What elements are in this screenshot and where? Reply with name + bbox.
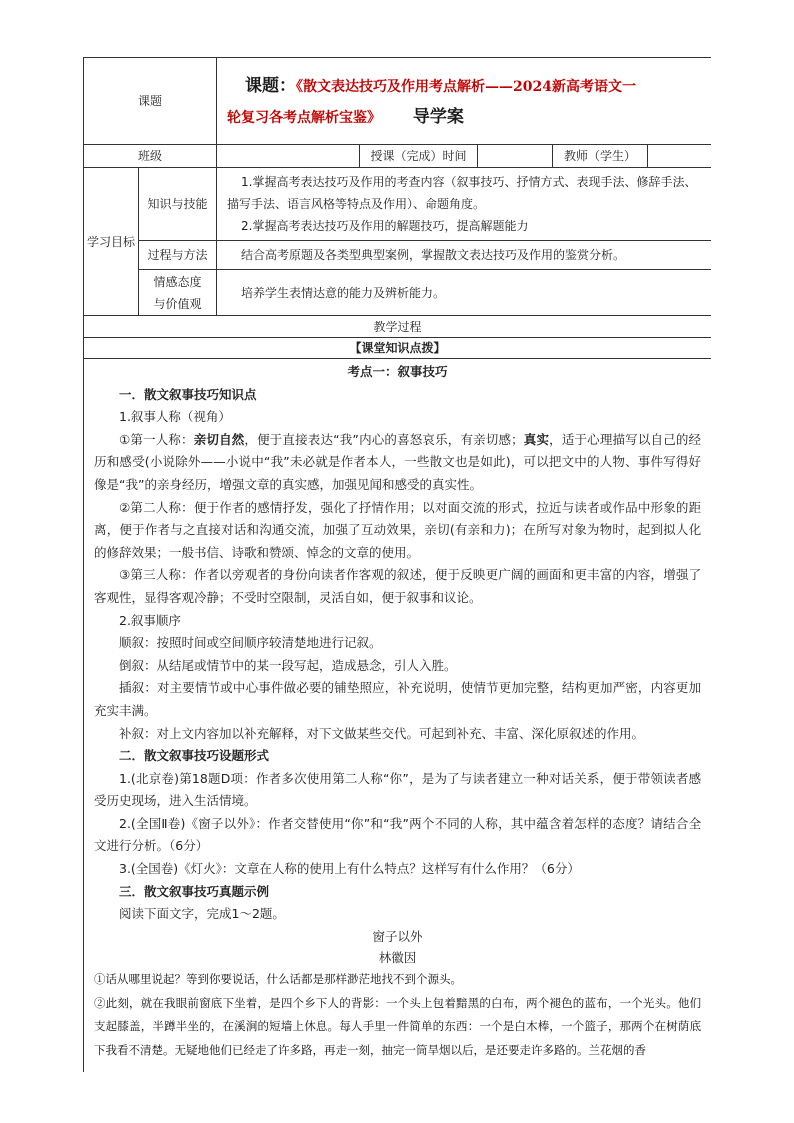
time-value-cell[interactable] <box>478 145 553 168</box>
goal-line: 描写手法、语言风格等特点及作用）、命题角度。 <box>227 197 486 211</box>
title-suffix: 导学案 <box>412 107 464 127</box>
goal-label-cell <box>139 241 217 270</box>
goal-label-cell <box>139 270 217 316</box>
lesson-plan-sheet <box>83 57 711 1072</box>
title-red-line-2: 轮复习各考点解析宝鉴》 <box>227 110 382 126</box>
paragraph-third-person: ③第三人称：作者以旁观者的身份向读者作客观的叙述，便于反映更广阔的画面和更丰富的内容，增强了客观性，显得客观冷静；不受时空限制，灵活自如，便于叙事和议论。 <box>94 567 702 605</box>
goals-section-label: 学习目标 <box>86 234 135 249</box>
process-subheading: 【课堂知识点拨】 <box>349 341 446 355</box>
time-label: 授课（完成）时间 <box>370 149 467 163</box>
essay-paragraph: ②此刻，就在我眼前窗底下坐着，是四个乡下人的背影：一个头上包着黯黑的白布，两个褪色的蓝布，一个光头。他们支起膝盖，半蹲半坐的，在溪涧的短墙上休息。每人手里一件简单的东西：一个是白木棒，一个篮子，那两个在树荫底下我看不清楚。无疑地他们已经走了许多路，再走一刻，抽完一筒旱烟以后，是还要走许多路的。兰花烟的香 <box>94 995 702 1057</box>
goal-knowledge-cell <box>217 168 711 241</box>
fp-a: ①第一人称： <box>119 431 194 447</box>
section-title-2: 二．散文叙事技巧设题形式 <box>119 748 270 764</box>
goals-section-cell <box>84 168 139 316</box>
question-item: 3.(全国卷)《灯火》：文章在人称的使用上有什么特点？这样写有什么作用？（6分） <box>119 861 580 877</box>
goal-line: 2.掌握高考表达技巧及作用的解题技巧，提高解题能力 <box>241 219 529 233</box>
section-title-1: 一．散文叙事技巧知识点 <box>119 386 257 402</box>
teacher-value-cell[interactable] <box>648 145 711 168</box>
paragraph-first-person <box>94 429 701 497</box>
essay-author: 林徽因 <box>378 950 417 966</box>
fp-b: 亲切自然 <box>193 431 245 447</box>
order-item: 插叙：对主要情节或中心事件做必要的铺垫照应，补充说明，使情节更加完整，结构更加严密，内容更加充实丰满。 <box>94 680 702 718</box>
class-label-cell <box>84 145 217 168</box>
process-heading-cell <box>84 316 712 338</box>
class-label: 班级 <box>138 149 163 163</box>
order-item: 倒叙：从结尾或情节中的某一段写起，造成悬念，引人入胜。 <box>119 657 457 673</box>
course-label: 课题 <box>138 94 163 108</box>
order-item: 补叙：对上文内容加以补充解释，对下文做某些交代。可起到补充、丰富、深化原叙述的作用。 <box>119 725 645 741</box>
goal-line: 培养学生表情达意的能力及辨析能力。 <box>241 285 446 300</box>
goal-label-knowledge: 知识与技能 <box>147 197 208 211</box>
title-prefix: 课题： <box>245 76 297 96</box>
goal-label-attitude-1: 情感态度 <box>153 274 202 289</box>
fp-d: 真实 <box>523 431 550 447</box>
process-subheading-cell <box>84 338 712 359</box>
point-title: 考点一：叙事技巧 <box>347 364 448 379</box>
goal-line: 结合高考原题及各类型典型案例，掌握散文表达技巧及作用的鉴赏分析。 <box>241 248 626 262</box>
title-red-line-1: 《散文表达技巧及作用考点解析——2024新高考语文一 <box>296 79 636 95</box>
fp-c: ，便于直接表达“我”内心的喜怒哀乐，有亲切感； <box>244 431 524 447</box>
goal-line: 1.掌握高考表达技巧及作用的考查内容（叙事技巧、抒情方式、表现手法、修辞手法、 <box>241 175 697 189</box>
course-label-cell <box>84 58 217 145</box>
teacher-label: 教师（学生） <box>564 149 637 163</box>
goal-process-cell <box>217 241 711 270</box>
goal-label-attitude-2: 与价值观 <box>153 296 202 311</box>
teacher-label-cell <box>553 145 648 168</box>
paragraph-second-person: ②第二人称：便于作者的感情抒发，强化了抒情作用；以对面交流的形式，拉近与读者或作品中形象的距离，便于作者与之直接对话和沟通交流，加强了互动效果，亲切(有亲和力)；在所写对象为物时，起到拟人化的修辞效果；一般书信、诗歌和赞颂、悼念的文章的使用。 <box>94 499 702 560</box>
time-label-cell <box>360 145 478 168</box>
order-item: 顺叙：按照时间或空间顺序较清楚地进行记叙。 <box>119 635 382 651</box>
subsection-order: 2.叙事顺序 <box>119 612 181 628</box>
subsection-person: 1.叙事人称（视角） <box>119 409 231 425</box>
process-heading: 教学过程 <box>373 319 422 334</box>
question-item: 1.(北京卷)第18题D项：作者多次使用第二人称“你”，是为了与读者建立一种对话关系，便于带领读者感受历史现场，进入生活情境。 <box>94 770 702 809</box>
essay-paragraph: ①话从哪里说起？等到你要说话，什么话都是那样渺茫地找不到个源头。 <box>94 972 462 987</box>
goal-attitude-cell <box>217 270 711 316</box>
lesson-plan-table <box>83 57 711 1072</box>
goal-label-process: 过程与方法 <box>147 248 208 262</box>
read-prompt: 阅读下面文字，完成1～2题。 <box>119 906 285 922</box>
section-title-3: 三．散文叙事技巧真题示例 <box>119 883 270 899</box>
essay-title: 窗子以外 <box>372 928 423 944</box>
title-cell <box>217 58 711 145</box>
question-item: 2.(全国Ⅱ卷)《窗子以外》：作者交替使用“你”和“我”两个不同的人称，其中蕴含着怎样的态度？请结合全文进行分析。（6分） <box>94 815 702 854</box>
goal-label-cell <box>139 168 217 241</box>
class-value-cell[interactable] <box>217 145 360 168</box>
content-cell <box>84 359 712 1073</box>
fp-e: ，适于心理描写以自己的经历和感受(小说除外——小说中“我”未必就是作者本人，一些散文也是如此)，可以把文中的人物、事件写得好像是“我”的亲身经历，增强文章的真实感，加强见闻和感受的真实性。 <box>94 431 702 492</box>
